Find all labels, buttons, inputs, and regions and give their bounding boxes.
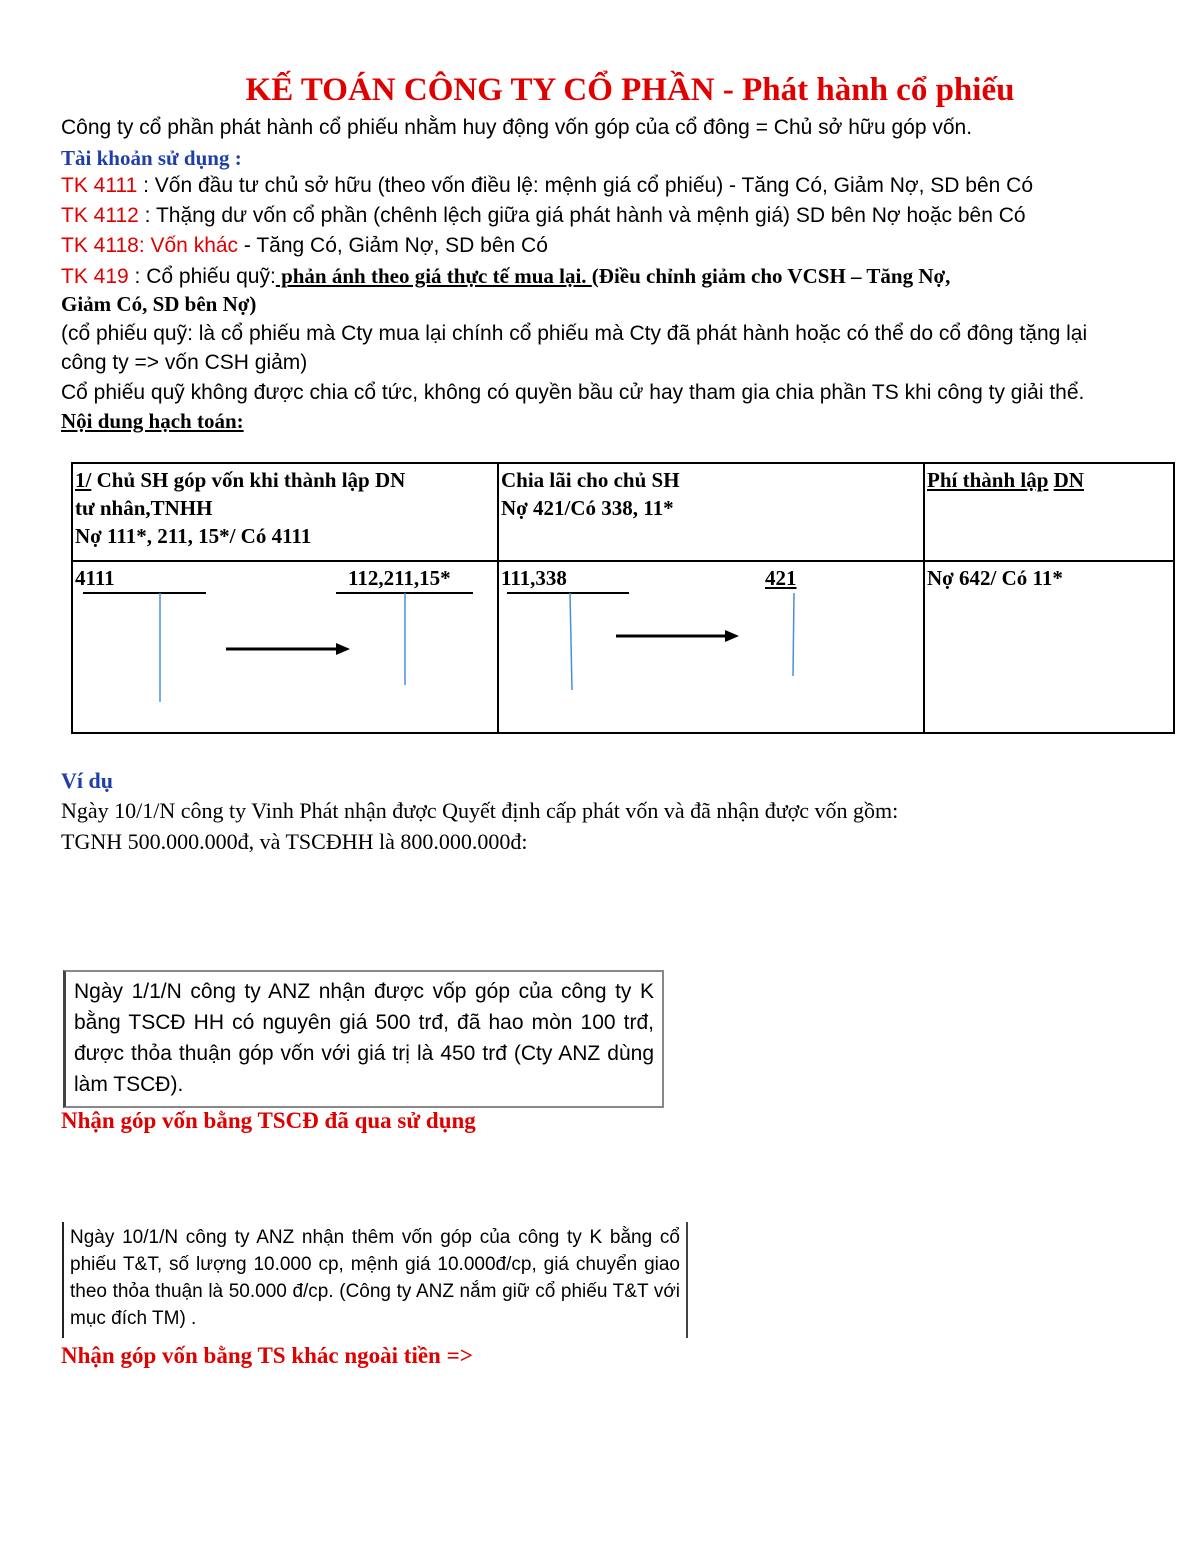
arrow-head-icon	[336, 643, 350, 655]
col3-head-title: Phí thành lập	[927, 468, 1049, 492]
t-account-4111-label: 4111	[75, 566, 115, 590]
note-line-1: (cổ phiếu quỹ: là cổ phiếu mà Cty mua lại chính cổ phiếu mà Cty đã phát hành hoặc có thể do cổ đông tặng lại	[61, 322, 1088, 345]
tk4111-line	[61, 171, 1033, 201]
example-heading: Ví dụ	[61, 768, 113, 793]
cell-owner-contribution-head	[72, 463, 498, 561]
col3-head-suffix: DN	[1053, 468, 1084, 492]
tk4112-text: : Thặng dư vốn cổ phần (chênh lệch giữa giá phát hành và mệnh giá) SD bên Nợ hoặc bên Có	[138, 204, 1026, 227]
t-account-cash-stem	[570, 593, 572, 690]
t-account-cash-label: 111,338	[501, 566, 567, 590]
cell-profit-share-diagram	[498, 561, 924, 733]
example-box-1-text: Ngày 1/1/N công ty ANZ nhận được vốp góp của công ty K bằng TSCĐ HH có nguyên giá 500 trđ, đã hao mòn 100 trđ, được thỏa thuận góp vốn với giá trị là 450 trđ (Cty ANZ dùng làm TSCĐ).	[74, 980, 654, 1096]
arrow-head-icon-2	[725, 630, 739, 642]
example-box-2	[62, 1222, 688, 1338]
example-box-2-text: Ngày 10/1/N công ty ANZ nhận thêm vốn góp của công ty K bằng cổ phiếu T&T, số lượng 10.000 cp, mệnh giá 10.000đ/cp, giá chuyển giao theo thỏa thuận là 50.000 đ/cp. (Công ty ANZ nắm giữ cổ phiếu T&T với mục đích TM) .	[70, 1227, 680, 1329]
example-box-2-caption: Nhận góp vốn bằng TS khác ngoài tiền =>	[61, 1343, 473, 1368]
col1-head-entry: Nợ 111*, 211, 15*/ Có 4111	[75, 524, 312, 548]
cell-setup-fee-head	[924, 463, 1174, 561]
col3-body-entry: Nợ 642/ Có 11*	[927, 566, 1063, 590]
content-heading: Nội dung hạch toán:	[61, 409, 244, 433]
tk4118-code: TK 4118: Vốn khác	[61, 234, 239, 257]
cell-setup-fee-entry	[924, 561, 1174, 733]
tk4118-text: - Tăng Có, Giảm Nợ, SD bên Có	[238, 234, 548, 257]
tk4118-line	[61, 231, 548, 261]
tk419-code: TK 419	[61, 265, 129, 288]
t-account-assets-label: 112,211,15*	[348, 566, 451, 590]
tk419-bold1: (Điều chỉnh giảm cho VCSH – Tăng Nợ,	[591, 264, 951, 288]
col2-head-title: Chia lãi cho chủ SH	[501, 468, 680, 492]
note-line-2: công ty => vốn CSH giảm)	[61, 351, 308, 374]
col1-head-title: Chủ SH góp vốn khi thành lập DN	[91, 468, 406, 492]
col2-head-entry: Nợ 421/Có 338, 11*	[501, 496, 674, 520]
tk419-text: : Cổ phiếu quỹ:	[128, 265, 276, 288]
cell-owner-contribution-diagram	[72, 561, 498, 733]
tk4111-code: TK 4111	[61, 174, 138, 197]
tk419-underlined: phản ánh theo giá thực tế mua lại.	[275, 264, 592, 288]
tk4112-code: TK 4112	[61, 204, 139, 227]
col1-head-number: 1/	[75, 468, 92, 492]
example-box-1	[63, 970, 664, 1108]
accounts-heading: Tài khoản sử dụng :	[61, 146, 242, 170]
tk4111-text: : Vốn đầu tư chủ sở hữu (theo vốn điều lệ: mệnh giá cổ phiếu) - Tăng Có, Giảm Nợ, SD bên Có	[137, 174, 1034, 197]
example-line-2: TGNH 500.000.000đ, và TSCĐHH là 800.000.000đ:	[61, 829, 528, 854]
example-line-1: Ngày 10/1/N công ty Vinh Phát nhận được Quyết định cấp phát vốn và đã nhận được vốn gồm:	[61, 798, 899, 823]
col1-head-subtitle: tư nhân,TNHH	[75, 496, 213, 520]
t-account-421-label: 421	[765, 566, 797, 590]
accounting-table	[71, 462, 1175, 734]
t-account-diagram-2	[499, 562, 919, 734]
cell-profit-share-head	[498, 463, 924, 561]
note-line-3: Cổ phiếu quỹ không được chia cổ tức, không có quyền bầu cử hay tham gia chia phần TS khi công ty giải thể.	[61, 381, 1085, 404]
tk4112-line	[61, 201, 1026, 231]
tk419-line	[61, 261, 950, 292]
intro-text: Công ty cổ phần phát hành cổ phiếu nhằm huy động vốn góp của cổ đông = Chủ sở hữu góp vốn.	[61, 116, 973, 139]
page-title: KẾ TOÁN CÔNG TY CỔ PHẦN - Phát hành cổ phiếu	[245, 72, 1015, 108]
tk419-bold2: Giảm Có, SD bên Nợ)	[61, 292, 257, 316]
t-account-421-stem	[793, 593, 794, 676]
t-account-diagram-1	[73, 562, 493, 734]
example-box-1-caption: Nhận góp vốn bằng TSCĐ đã qua sử dụng	[61, 1108, 476, 1133]
